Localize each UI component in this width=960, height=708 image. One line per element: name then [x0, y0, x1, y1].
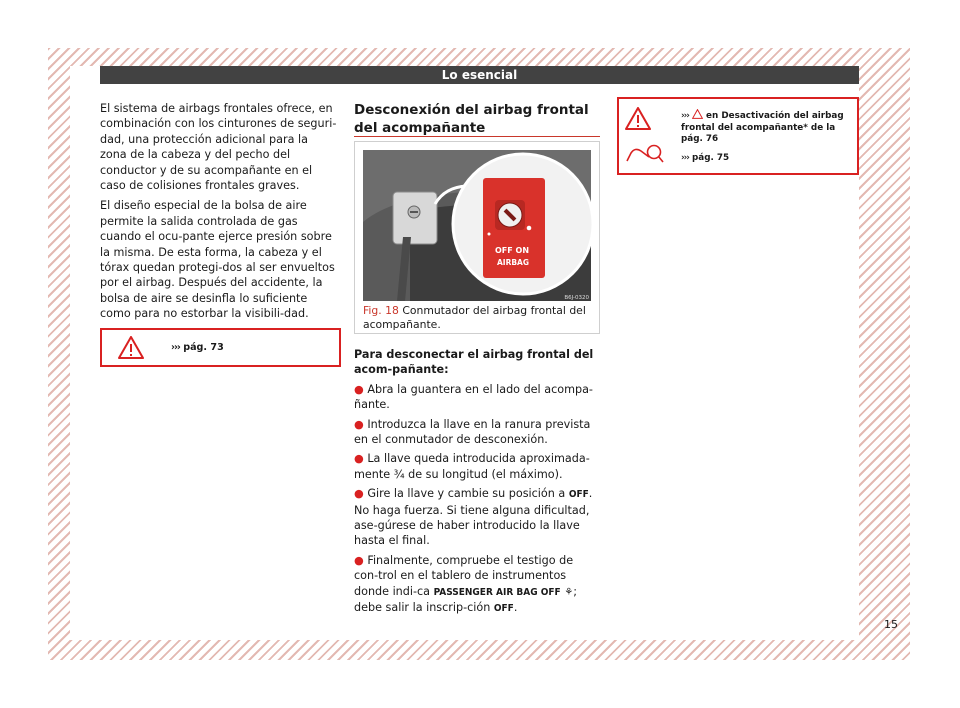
bullet-icon: ●: [354, 382, 364, 396]
airbag-off-icon: ⚘: [564, 586, 574, 598]
off-code: OFF: [493, 603, 514, 615]
reference-box: [617, 97, 859, 175]
figure-caption-text: Conmutador del airbag frontal del acompañante.: [363, 304, 586, 331]
instructions: [354, 347, 600, 621]
ref-text: en Desactivación del airbag frontal del acompañante* de la pág. 76: [681, 111, 844, 144]
page-75-ref[interactable]: [681, 153, 729, 163]
list-item: ● La llave queda introducida aproximada-mente ¾ de su longitud (el máximo).: [354, 452, 590, 481]
design-paragraph: El diseño especial de la bolsa de aire permite la salida controlada de gas cuando el ocu-pante ejerce presión sobre la misma. De esta forma, la cabeza y el tórax quedan protegi-dos al ser envueltos por el airbag. Después del accidente, la bolsa de aire se desinfla lo suficiente como para no estorbar la visibili-dad.: [100, 199, 335, 321]
list-item: ● Abra la guantera en el lado del acompa-ñante.: [354, 382, 593, 412]
switch-off-on-label: OFF ON: [494, 246, 530, 255]
list-item: ● Introduzca la llave en la ranura prevista en el conmutador de desconexión.: [354, 417, 591, 447]
figure-number: Fig. 18: [363, 304, 399, 317]
warning-triangle-icon: [625, 107, 651, 130]
bullet-icon: ●: [354, 553, 364, 567]
section-title: Desconexión del airbag frontal del acompañante: [354, 102, 589, 136]
instructions-lead: Para desconectar el airbag frontal del acom-pañante:: [354, 348, 594, 377]
warning-small-icon: [692, 109, 703, 119]
bullet-icon: ●: [354, 452, 364, 466]
off-code: OFF: [568, 489, 589, 501]
bullet-icon: ●: [354, 417, 364, 431]
list-item: ● Finalmente, compruebe el testigo de con-trol en el tablero de instrumentos donde indi-ca PASSENGER AIR BAG OFF ⚘; debe salir la inscrip-ción OFF.: [354, 553, 577, 615]
bullet-icon: ●: [354, 487, 364, 501]
left-column: [100, 101, 338, 327]
switch-airbag-label: AIRBAG: [496, 258, 530, 267]
section-divider: [354, 136, 600, 137]
page-header: Lo esencial: [100, 66, 859, 84]
warning-page-ref[interactable]: [171, 342, 224, 353]
warning-triangle-icon: [118, 336, 144, 359]
page-number: 15: [884, 618, 898, 631]
warning-box: [100, 328, 341, 367]
airbag-deactivation-ref[interactable]: [681, 109, 856, 146]
ref-page-text: pág. 73: [183, 342, 224, 353]
figure-code: B6J-0320: [564, 295, 589, 301]
ref-arrows-icon: ›››: [171, 342, 180, 353]
figure-caption: [363, 304, 595, 331]
passenger-airbag-off-code: PASSENGER AIR BAG OFF: [433, 586, 561, 598]
environment-note-icon: [625, 143, 665, 165]
ref-arrows-icon: ›››: [681, 111, 689, 121]
ref-arrows-icon: ›››: [681, 153, 689, 163]
list-item: ● Gire la llave y cambie su posición a OFF. No haga fuerza. Si tiene alguna dificultad, ase-gúrese de haber introducido la llave hasta el final.: [354, 487, 593, 548]
ref-text: pág. 75: [691, 153, 730, 163]
intro-paragraph: El sistema de airbags frontales ofrece, en combinación con los cinturones de seguri-dad, una protección adicional para la zona de la cabeza y del pecho del conductor y de su acompañante en el caso de colisiones frontales graves.: [100, 102, 337, 193]
